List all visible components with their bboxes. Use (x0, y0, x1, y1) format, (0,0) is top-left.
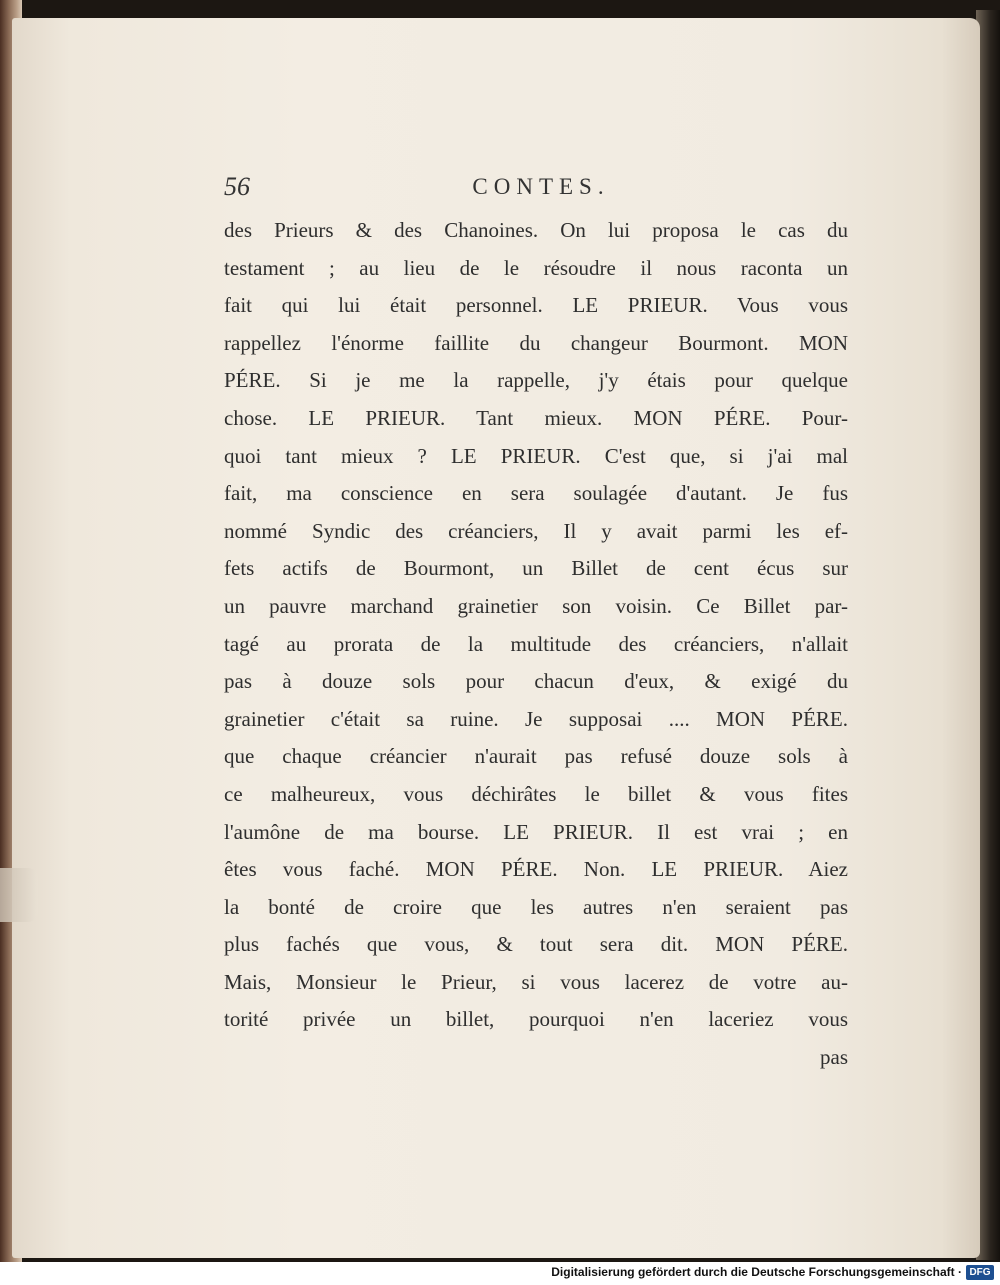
text-line: l'aumône de ma bourse. LE PRIEUR. Il est vrai ; en (224, 819, 848, 844)
page-clip (0, 868, 38, 922)
body-text (224, 212, 848, 1077)
running-title: CONTES. (472, 174, 610, 199)
catchword: pas (820, 1045, 848, 1070)
text-line: ce malheureux, vous déchirâtes le billet & vous fites (224, 781, 848, 806)
text-line: PÉRE. Si je me la rappelle, j'y étais pour quelque (224, 368, 848, 393)
text-line: tagé au prorata de la multitude des créanciers, n'allait (224, 631, 848, 656)
text-line: chose. LE PRIEUR. Tant mieux. MON PÉRE. Pour- (224, 405, 848, 430)
dfg-logo-icon: DFG (966, 1265, 994, 1280)
text-line: que chaque créancier n'aurait pas refusé douze sols à (224, 744, 848, 769)
text-line: Mais, Monsieur le Prieur, si vous lacerez de votre au- (224, 969, 848, 994)
text-line: êtes vous faché. MON PÉRE. Non. LE PRIEUR. Aiez (224, 857, 848, 882)
text-line: rappellez l'énorme faillite du changeur Bourmont. MON (224, 330, 848, 355)
text-line: des Prieurs & des Chanoines. On lui proposa le cas du (224, 218, 848, 242)
text-line: la bonté de croire que les autres n'en seraient pas (224, 894, 848, 919)
text-line: pas à douze sols pour chacun d'eux, & exigé du (224, 669, 848, 694)
digitization-credit: Digitalisierung gefördert durch die Deutsche Forschungsgemeinschaft · (551, 1265, 962, 1279)
text-line: testament ; au lieu de le résoudre il nous raconta un (224, 255, 848, 280)
text-line: nommé Syndic des créanciers, Il y avait parmi les ef- (224, 518, 848, 543)
text-line: plus fachés que vous, & tout sera dit. MON PÉRE. (224, 932, 848, 957)
text-line: fets actifs de Bourmont, un Billet de cent écus sur (224, 556, 848, 581)
text-line: fait qui lui était personnel. LE PRIEUR. Vous vous (224, 293, 848, 318)
text-line: quoi tant mieux ? LE PRIEUR. C'est que, si j'ai mal (224, 443, 848, 468)
text-line: fait, ma conscience en sera soulagée d'autant. Je fus (224, 481, 848, 506)
page-number: 56 (224, 172, 250, 201)
text-line: grainetier c'était sa ruine. Je supposai .... MON PÉRE. (224, 706, 848, 731)
text-line: un pauvre marchand grainetier son voisin. Ce Billet par- (224, 593, 848, 618)
text-line: torité privée un billet, pourquoi n'en laceriez vous (224, 1007, 848, 1032)
